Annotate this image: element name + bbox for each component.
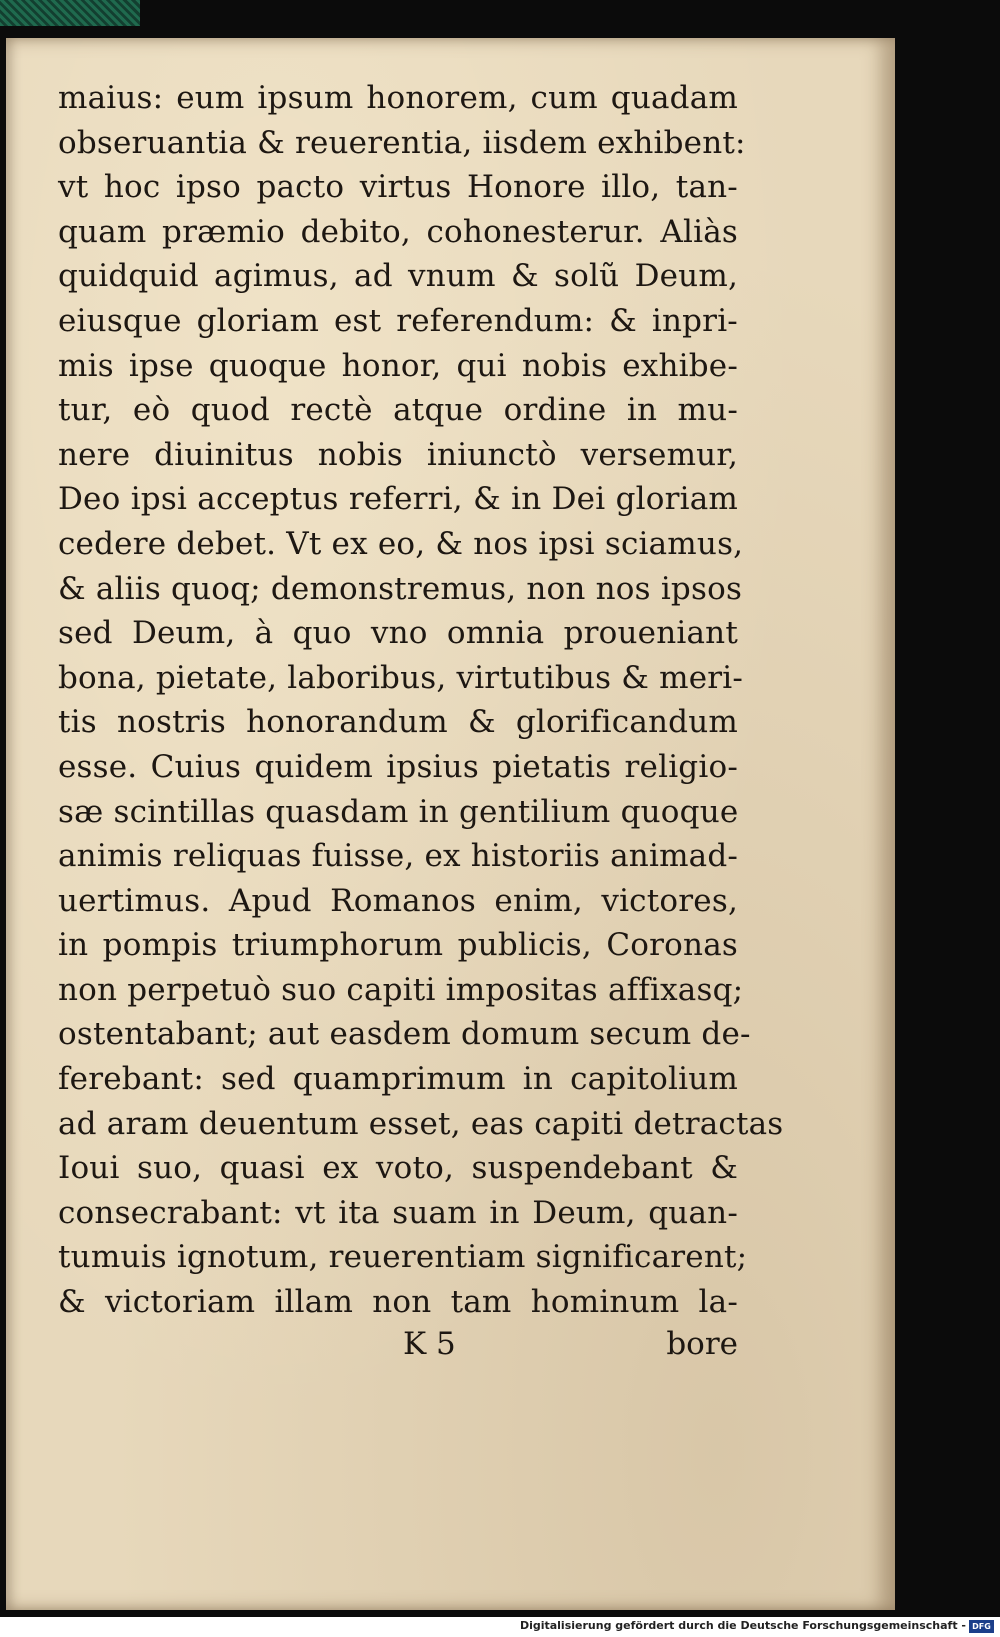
text-line: vt hoc ipso pacto virtus Honore illo, tan- [58,169,738,206]
dfg-logo: DFG [969,1620,994,1633]
text-line: & victoriam illam non tam hominum la- [58,1284,738,1321]
text-line: & aliis quoq; demonstremus, non nos ipsos [58,570,743,607]
signature-mark: K 5 [403,1326,456,1362]
text-line: ostentabant; aut easdem domum secum de- [58,1016,751,1053]
text-line: quam præmio debito, cohonesterur. Aliàs [58,213,738,250]
text-line: tis nostris honorandum & glorificandum [58,704,738,741]
text-line: nere diuinitus nobis iniunctò versemur, [58,436,738,473]
text-line: esse. Cuius quidem ipsius pietatis religio- [58,748,738,785]
page-footer [58,1322,738,1366]
text-line: Ioui suo, quasi ex voto, suspendebant & [58,1150,738,1187]
text-line: bona, pietate, laboribus, virtutibus & meri- [58,659,744,696]
text-line: ferebant: sed quamprimum in capitolium [58,1061,738,1098]
text-line: uertimus. Apud Romanos enim, victores, [58,882,738,919]
book-page [6,38,895,1610]
text-line: tumuis ignotum, reuerentiam significarent; [58,1239,748,1276]
catchword: bore [666,1326,738,1362]
text-line: mis ipse quoque honor, qui nobis exhibe- [58,347,738,384]
text-line: tur, eò quod rectè atque ordine in mu- [58,392,738,429]
text-line: non perpetuò suo capiti impositas affixasq; [58,971,744,1008]
text-line: eiusque gloriam est referendum: & inpri- [58,302,738,339]
text-line: quidquid agimus, ad vnum & solũ Deum, [58,258,738,295]
text-line: Deo ipsi acceptus referri, & in Dei gloriam [58,481,738,518]
text-line: ad aram deuentum esset, eas capiti detractas [58,1105,784,1142]
book-cover-cloth [0,0,140,26]
text-line: obseruantia & reuerentia, iisdem exhibent: [58,124,746,161]
text-line: animis reliquas fuisse, ex historiis animad- [58,838,739,875]
credit-bar [0,1617,1000,1637]
page-text-block [58,76,784,1325]
text-line: sed Deum, à quo vno omnia proueniant [58,615,738,652]
text-line: sæ scintillas quasdam in gentilium quoque [58,793,739,830]
text-line: consecrabant: vt ita suam in Deum, quan- [58,1194,738,1231]
text-line: maius: eum ipsum honorem, cum quadam [58,80,738,116]
text-line: cedere debet. Vt ex eo, & nos ipsi sciamus, [58,525,744,562]
credit-text: Digitalisierung gefördert durch die Deutsche Forschungsgemeinschaft - [519,1619,966,1632]
text-line: in pompis triumphorum publicis, Coronas [58,927,738,964]
